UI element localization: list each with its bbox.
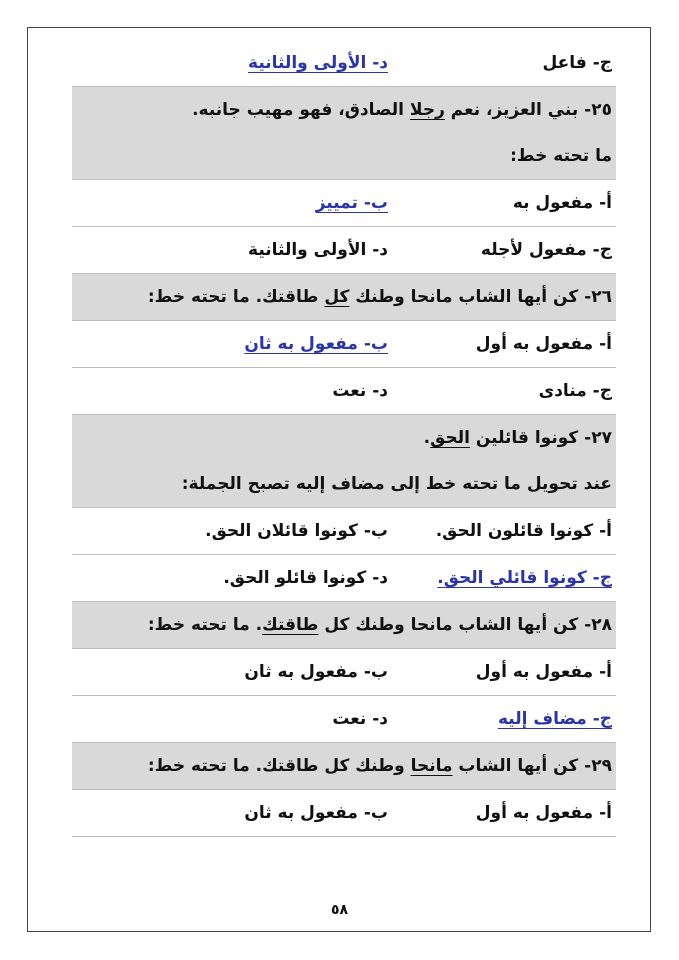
- q27-number: ٢٧-: [584, 428, 612, 448]
- q27-option-b: ب- كونوا قائلان الحق.: [205, 521, 388, 541]
- q29-underlined: مانحا: [410, 756, 453, 776]
- q28-options-ab: [72, 649, 616, 696]
- q28-number: ٢٨-: [584, 615, 612, 635]
- q25-underlined: رجلا: [409, 100, 445, 120]
- q25-prompt: ما تحته خط:: [510, 146, 612, 166]
- q26-text-b: طاقتك. ما تحته خط:: [147, 287, 325, 307]
- q28-text-a: كن أيها الشاب مانحا وطنك كل: [318, 615, 579, 635]
- q27-options-cd: [72, 555, 616, 602]
- q29-options-ab: [72, 790, 616, 837]
- q26-text-a: كن أيها الشاب مانحا وطنك: [349, 287, 579, 307]
- q27-options-ab: [72, 508, 616, 555]
- page-number: ٥٨: [330, 902, 349, 918]
- q27-question: [72, 415, 616, 461]
- q27-option-a: أ- كونوا قائلون الحق.: [435, 521, 612, 541]
- q28-option-d: د- نعت: [332, 709, 388, 729]
- q27-prompt: عند تحويل ما تحته خط إلى مضاف إليه تصبح الجملة:: [181, 474, 612, 494]
- q26-options-ab: [72, 321, 616, 368]
- q25-option-c: ج- مفعول لأجله: [480, 240, 612, 260]
- q29-text-a: كن أيها الشاب: [452, 756, 579, 776]
- q25-prompt-row: [72, 133, 616, 180]
- q26-option-d: د- نعت: [332, 381, 388, 401]
- q24-option-d-answer: د- الأولى والثانية: [248, 53, 388, 73]
- q27-option-d: د- كونوا قائلو الحق.: [223, 568, 388, 588]
- q26-option-b-answer: ب- مفعول به ثان: [244, 334, 388, 354]
- q25-option-d: د- الأولى والثانية: [248, 240, 388, 260]
- q26-question: [72, 274, 616, 321]
- q28-option-a: أ- مفعول به أول: [475, 662, 612, 682]
- q28-option-c-answer: ج- مضاف إليه: [497, 709, 612, 729]
- q25-option-b-answer: ب- تمييز: [315, 193, 388, 213]
- q25-question: [72, 87, 616, 133]
- q29-option-b: ب- مفعول به ثان: [244, 803, 388, 823]
- q26-option-c: ج- منادى: [538, 381, 612, 401]
- q28-underlined: طاقتك: [262, 615, 319, 635]
- q26-option-a: أ- مفعول به أول: [475, 334, 612, 354]
- q29-number: ٢٩-: [584, 756, 612, 776]
- q25-option-a: أ- مفعول به: [512, 193, 612, 213]
- exam-content: [72, 40, 616, 837]
- q28-text-b: . ما تحته خط:: [147, 615, 263, 635]
- q26-number: ٢٦-: [584, 287, 612, 307]
- q24-options-cd: [72, 40, 616, 87]
- q29-text-b: وطنك كل طاقتك. ما تحته خط:: [147, 756, 411, 776]
- q26-options-cd: [72, 368, 616, 415]
- q27-underlined: الحق: [430, 428, 470, 448]
- q28-option-b: ب- مفعول به ثان: [244, 662, 388, 682]
- q29-question: [72, 743, 616, 790]
- q25-text-a: بني العزيز، نعم: [444, 100, 579, 120]
- q28-question: [72, 602, 616, 649]
- q29-option-a: أ- مفعول به أول: [475, 803, 612, 823]
- q27-prompt-row: [72, 461, 616, 508]
- q25-number: ٢٥-: [584, 100, 612, 120]
- q27-text-b: .: [423, 428, 431, 448]
- q25-options-ab: [72, 180, 616, 227]
- q27-text-a: كونوا قائلين: [469, 428, 579, 448]
- q25-options-cd: [72, 227, 616, 274]
- q25-text-b: الصادق، فهو مهيب جانبه.: [192, 100, 410, 120]
- q27-option-c-answer: ج- كونوا قائلي الحق.: [437, 568, 612, 588]
- q24-option-c: ج- فاعل: [542, 53, 612, 73]
- q28-options-cd: [72, 696, 616, 743]
- q26-underlined: كل: [324, 287, 350, 307]
